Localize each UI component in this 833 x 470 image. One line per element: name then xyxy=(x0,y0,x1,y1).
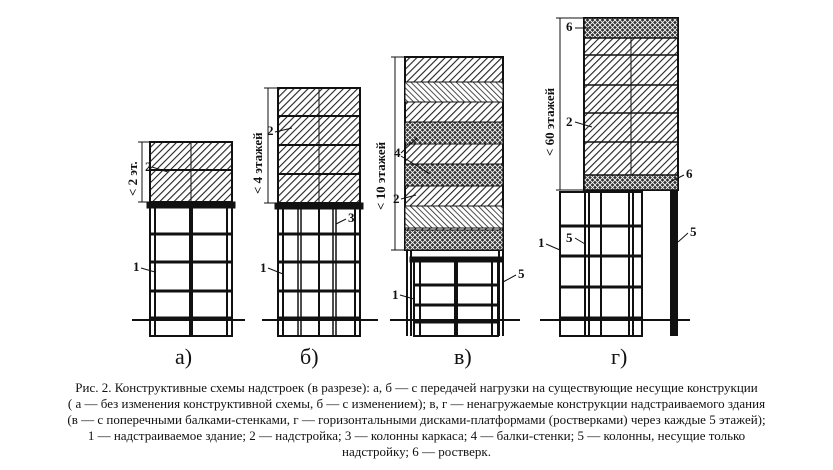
existing-building xyxy=(147,202,235,336)
scheme-letter-g: г) xyxy=(611,344,628,369)
height-dimension xyxy=(264,88,278,203)
callout-2-a: 2 xyxy=(145,159,152,174)
existing-building xyxy=(410,257,502,336)
callout-5-inner-g: 5 xyxy=(566,230,573,245)
callout-6-g: 6 xyxy=(686,166,693,181)
callout-5-v: 5 xyxy=(518,266,525,281)
callout-2-g: 2 xyxy=(566,114,573,129)
height-label-v: < 10 этажей xyxy=(373,141,388,210)
superstructure xyxy=(150,142,232,202)
grillage-bottom xyxy=(584,175,678,190)
caption-line: (в — с поперечными балками-стенками, г — горизонтальными дисками-платформами (ростверками) через каждые 5 этажей); xyxy=(67,412,766,427)
scheme-g xyxy=(538,18,697,369)
scheme-letter-b: б) xyxy=(300,344,319,369)
callout-1-b: 1 xyxy=(260,260,267,275)
height-dimension xyxy=(556,18,584,190)
callout-3-b: 3 xyxy=(348,210,355,225)
load-column xyxy=(670,190,678,336)
height-label-a: < 2 эт. xyxy=(125,161,140,196)
height-label-b: < 4 этажей xyxy=(250,132,265,194)
scheme-a xyxy=(125,142,245,369)
callout-2-v: 2 xyxy=(393,191,400,206)
callout-1-g: 1 xyxy=(538,235,545,250)
scheme-letter-v: в) xyxy=(454,344,472,369)
superstructure xyxy=(405,57,503,250)
callout-1-v: 1 xyxy=(392,287,399,302)
caption-line: ( а — без изменения конструктивной схемы, б — с изменением); в, г — ненагружаемые конструкции надстраиваемого здания xyxy=(67,396,766,411)
scheme-letter-a: а) xyxy=(175,344,193,369)
superstructure xyxy=(584,18,678,190)
callout-6-top-g: 6 xyxy=(566,19,573,34)
figure-caption xyxy=(20,380,813,460)
callout-5-g: 5 xyxy=(690,224,697,239)
caption-line: Рис. 2. Конструктивные схемы надстроек (в разрезе): а, б — с передачей нагрузки на существующие несущие конструкции xyxy=(75,380,758,395)
superstructure xyxy=(278,88,360,203)
callout-1-a: 1 xyxy=(133,259,140,274)
frame-columns xyxy=(298,205,336,336)
callout-2-b: 2 xyxy=(267,123,274,138)
scheme-b xyxy=(250,88,378,369)
caption-line: надстройку; 6 — ростверк. xyxy=(342,444,491,459)
independent-columns xyxy=(585,190,633,336)
scheme-v xyxy=(373,57,525,369)
caption-line: 1 — надстраиваемое здание; 2 — надстройка; 3 — колонны каркаса; 4 — балки-стенки; 5 — колонны, несущие только xyxy=(87,428,746,443)
grillage-top xyxy=(584,18,678,38)
callout-4-v: 4 xyxy=(394,145,401,160)
height-label-g: < 60 этажей xyxy=(542,87,557,156)
